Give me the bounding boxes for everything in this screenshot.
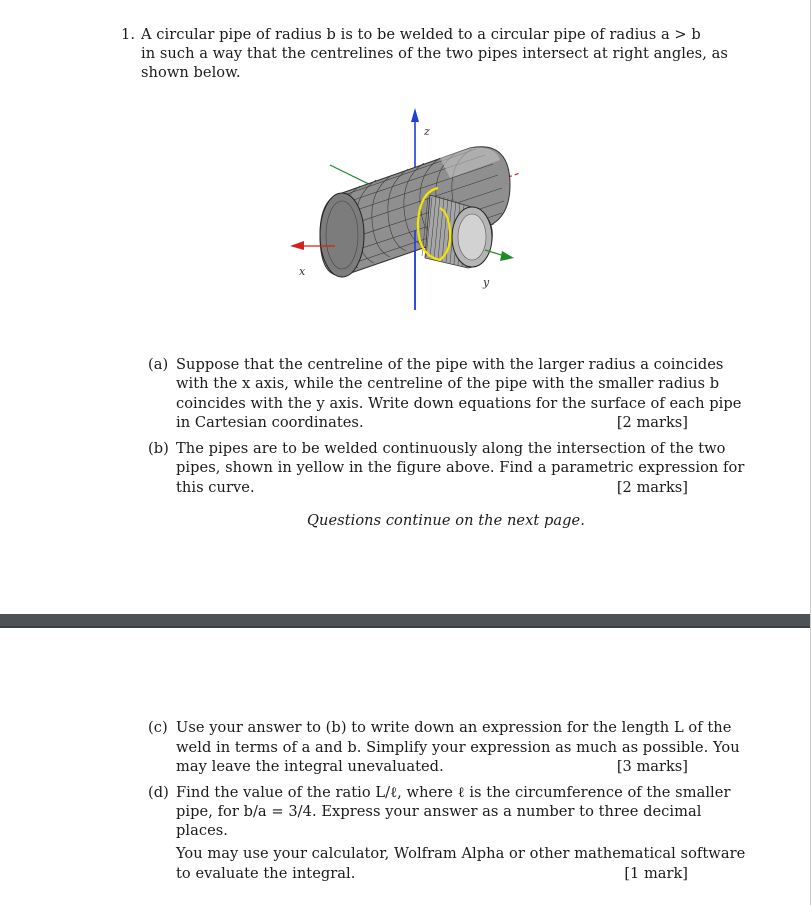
page-separator: [0, 614, 811, 628]
intro-line-3: shown below.: [141, 64, 241, 81]
part-c-label: (c): [148, 719, 168, 736]
part-c-line-2: weld in terms of a and b. Simplify your expression as much as possible. You: [176, 739, 740, 756]
part-d-line-3: places.: [176, 822, 228, 839]
part-b-line-2: pipes, shown in yellow in the figure above. Find a parametric expression for: [176, 459, 745, 476]
part-c-marks: [3 marks]: [616, 758, 688, 775]
part-b-line-3: this curve.: [176, 479, 255, 496]
y-axis-label: y: [483, 276, 490, 289]
question-number: 1.: [121, 26, 136, 43]
part-b-marks: [2 marks]: [616, 479, 688, 496]
part-a-marks: [2 marks]: [616, 414, 688, 431]
part-a-line-1: Suppose that the centreline of the pipe with the larger radius a coincides: [176, 356, 724, 373]
page-2: [0, 628, 811, 905]
z-axis-label: z: [424, 125, 430, 138]
part-d-extra-line-2: to evaluate the integral.: [176, 865, 356, 882]
large-pipe-end: [320, 193, 364, 277]
continue-note: Questions continue on the next page.: [307, 512, 585, 529]
part-a-line-4: in Cartesian coordinates.: [176, 414, 364, 431]
part-d-marks: [1 mark]: [624, 865, 688, 882]
part-d-extra-line-1: You may use your calculator, Wolfram Alpha or other mathematical software: [176, 845, 746, 862]
part-a-line-3: coincides with the y axis. Write down equations for the surface of each pipe: [176, 395, 742, 412]
x-axis-arrow: [290, 241, 304, 250]
pipe-figure: [280, 100, 540, 320]
part-a-label: (a): [148, 356, 169, 373]
part-d-label: (d): [148, 784, 169, 801]
intro-line-1: A circular pipe of radius b is to be welded to a circular pipe of radius a > b: [141, 26, 701, 43]
part-c-line-3: may leave the integral unevaluated.: [176, 758, 444, 775]
part-b-label: (b): [148, 440, 169, 457]
part-d-line-1: Find the value of the ratio L/ℓ, where ℓ is the circumference of the smaller: [176, 784, 731, 801]
z-axis-arrow: [411, 108, 419, 122]
intro-line-2: in such a way that the centrelines of the two pipes intersect at right angles, as: [141, 45, 728, 62]
x-axis-label: x: [299, 265, 306, 278]
part-d-line-2: pipe, for b/a = 3/4. Express your answer as a number to three decimal: [176, 803, 702, 820]
part-b-line-1: The pipes are to be welded continuously along the intersection of the two: [176, 440, 726, 457]
part-c-line-1: Use your answer to (b) to write down an expression for the length L of the: [176, 719, 732, 736]
y-axis-arrow: [500, 251, 514, 261]
part-a-line-2: with the x axis, while the centreline of the pipe with the smaller radius b: [176, 375, 720, 392]
